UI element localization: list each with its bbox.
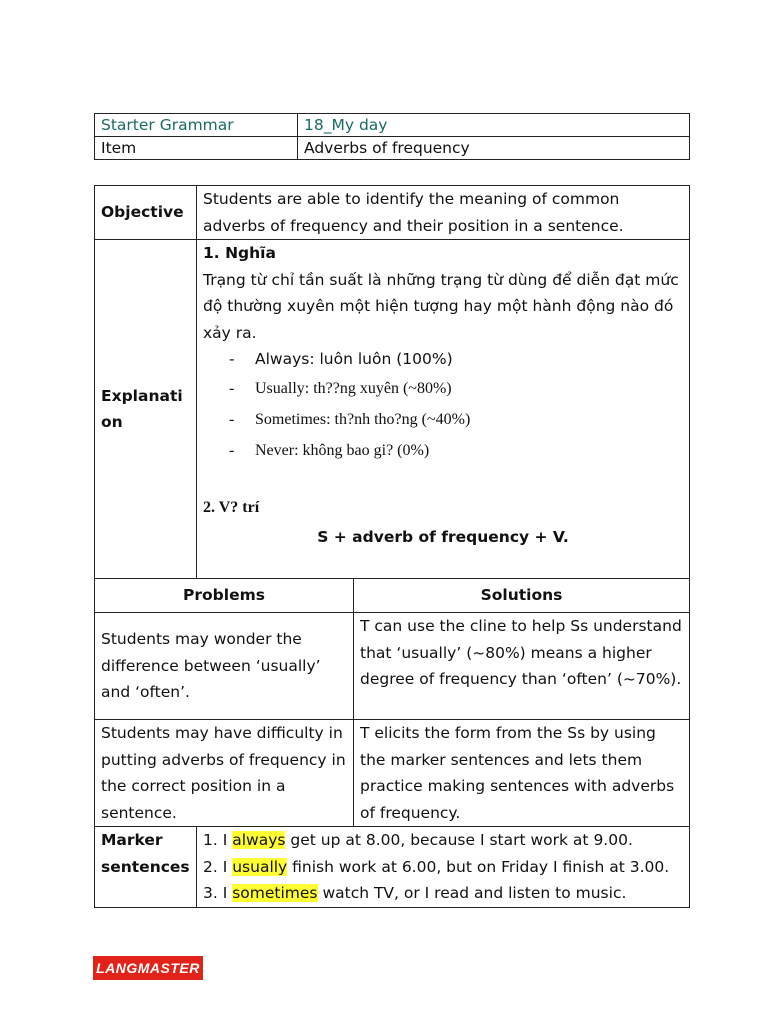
solution-cell: T elicits the form from the Ss by using the marker sentences and lets them practice making sentences with adverbs of frequency.: [354, 720, 690, 827]
adverb-highlight: usually: [232, 857, 288, 876]
item-label: Item: [95, 137, 298, 160]
problems-header-row: [95, 579, 690, 613]
solution-cell: T can use the cline to help Ss understand that ‘usually’ (~80%) means a higher degree of frequency than ‘often’ (~70%).: [354, 613, 690, 720]
explanation-row: [95, 240, 690, 579]
item-value: Adverbs of frequency: [298, 137, 690, 160]
meaning-heading: 1. Nghĩa: [203, 244, 276, 262]
lesson-table: [94, 185, 690, 908]
marker-row: [95, 827, 690, 908]
list-item: - Sometimes: th?nh tho?ng (~40%): [229, 410, 471, 428]
marker-sentence: 1. I always get up at 8.00, because I start work at 9.00.: [203, 831, 633, 849]
table-row: [95, 720, 690, 827]
solutions-header: Solutions: [354, 579, 690, 613]
lesson-title: 18_My day: [298, 114, 690, 137]
formula: S + adverb of frequency + V.: [317, 527, 569, 546]
marker-sentence: 3. I sometimes watch TV, or I read and listen to music.: [203, 884, 627, 902]
problems-header: Problems: [95, 579, 354, 613]
objective-label: Objective: [95, 186, 197, 240]
list-item: - Never: không bao gi? (0%): [229, 441, 430, 459]
problem-cell: Students may wonder the difference between ‘usually’ and ‘often’.: [95, 613, 354, 720]
adverb-highlight: always: [232, 831, 286, 849]
position-heading: 2. V? trí: [203, 498, 260, 516]
marker-sentences: [197, 827, 690, 908]
langmaster-logo: LANGMASTER: [93, 956, 203, 980]
list-item: - Always: luôn luôn (100%): [229, 350, 453, 368]
table-row: [95, 613, 690, 720]
adverb-highlight: sometimes: [232, 884, 318, 902]
header-table: [94, 113, 690, 160]
list-item: - Usually: th??ng xuyên (~80%): [229, 379, 452, 397]
explanation-content: [197, 240, 690, 579]
marker-sentence: 2. I usually finish work at 6.00, but on Friday I finish at 3.00.: [203, 857, 670, 876]
problem-cell: Students may have difficulty in putting adverbs of frequency in the correct position in a sentence.: [95, 720, 354, 827]
meaning-intro: Trạng từ chỉ tần suất là những trạng từ dùng để diễn đạt mức độ thường xuyên một hiện tượng hay một hành động nào đó xảy ra.: [203, 270, 679, 342]
objective-text: Students are able to identify the meaning of common adverbs of frequency and their position in a sentence.: [197, 186, 690, 240]
course-title: Starter Grammar: [95, 114, 298, 137]
marker-label: Marker sentences: [95, 827, 197, 908]
objective-row: [95, 186, 690, 240]
explanation-label: Explanation: [95, 240, 197, 579]
